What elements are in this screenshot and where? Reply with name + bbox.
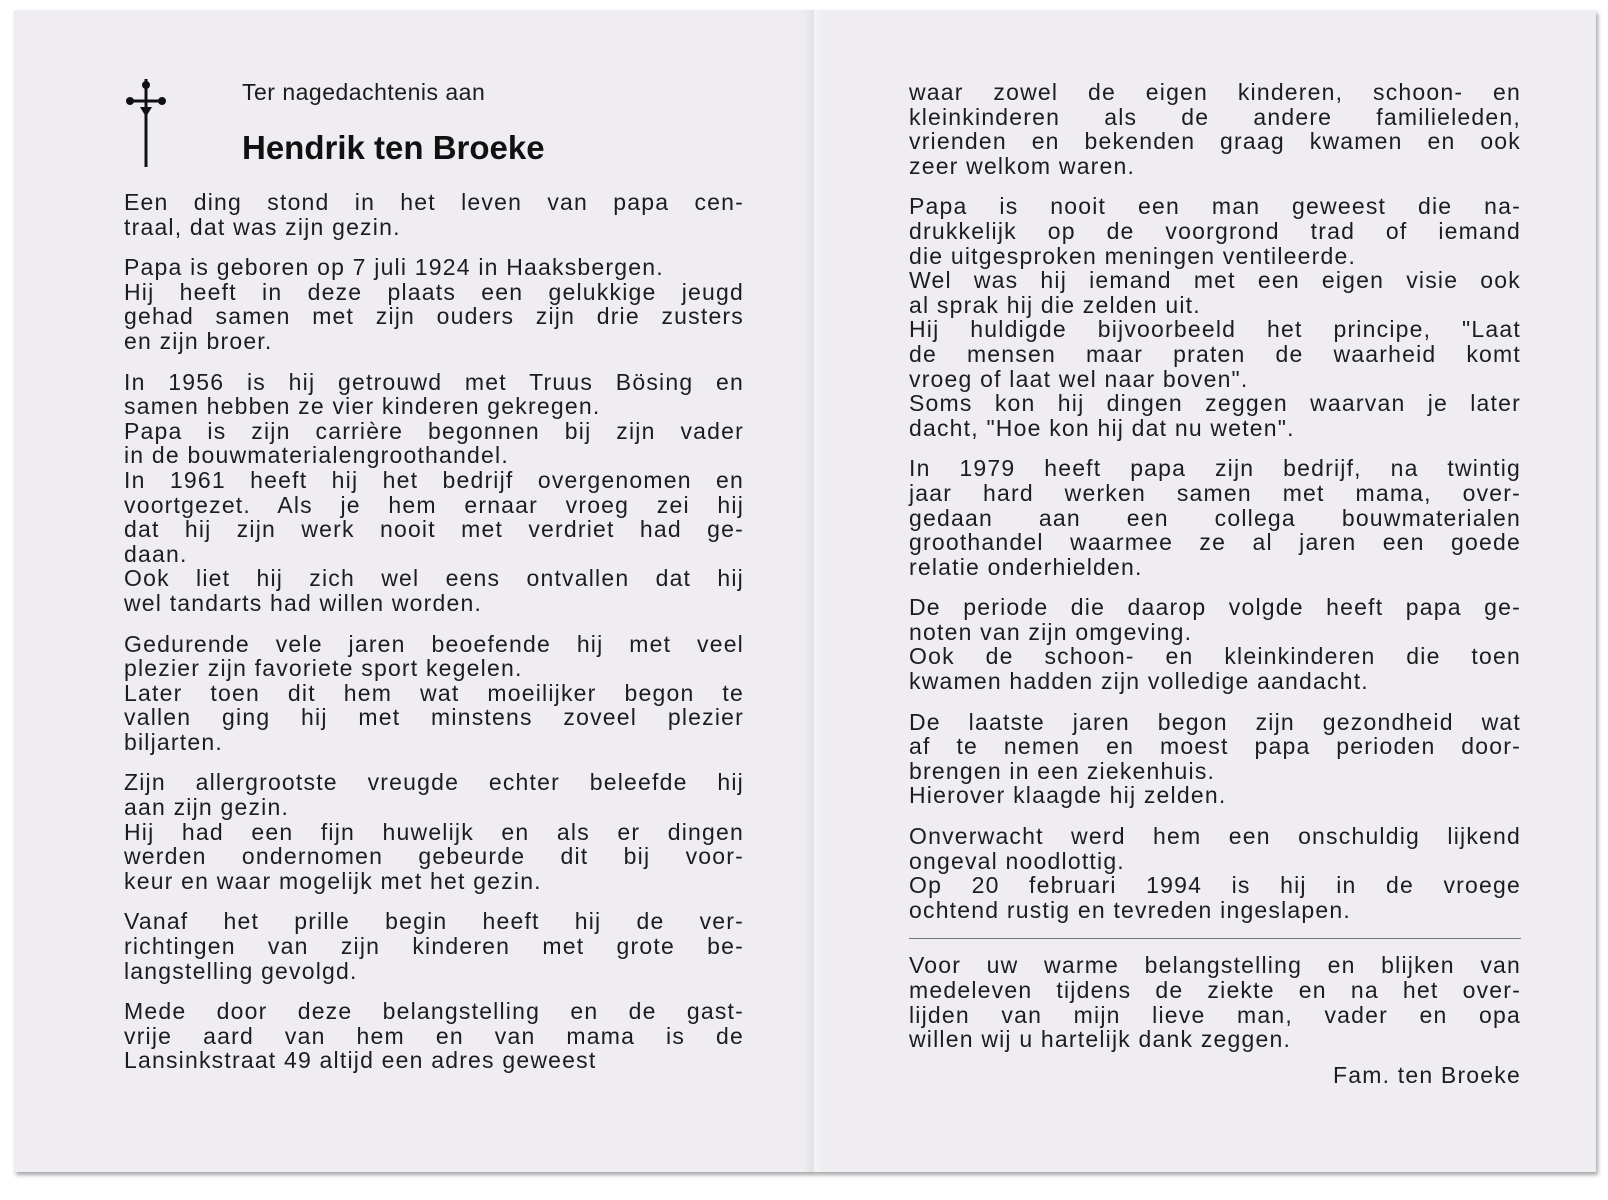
text-line: vrienden en bekenden graag kwamen en ook (909, 128, 1521, 155)
paragraph-gap (124, 893, 744, 909)
card-fold (804, 10, 824, 1172)
text-line: ochtend rustig en tevreden ingeslapen. (909, 896, 1351, 923)
text-line: dacht, "Hoe kon hij dat nu weten". (909, 414, 1295, 441)
text-line: Papa is geboren op 7 juli 1924 in Haaksbergen. (124, 254, 664, 281)
text-line: keur en waar mogelijk met het gezin. (124, 867, 542, 894)
text-line: Gedurende vele jaren beoefende hij met veel (124, 630, 744, 657)
paragraph-gap (909, 694, 1521, 710)
text-line: Hij heeft in deze plaats een gelukkige jeugd (124, 278, 744, 305)
text-line: Op 20 februari 1994 is hij in de vroege (909, 872, 1521, 899)
text-line: drukkelijk op de voorgrond trad of iemand (909, 217, 1521, 244)
text-line: samen hebben ze vier kinderen gekregen. (124, 393, 601, 420)
text-line: relatie onderhielden. (909, 553, 1143, 580)
text-line: voortgezet. Als je hem ernaar vroeg zei hij (124, 491, 744, 518)
text-line: in de bouwmaterialengroothandel. (124, 442, 509, 469)
left-page (124, 65, 744, 1073)
thanks-text (909, 953, 1521, 1051)
text-line: Onverwacht werd hem een onschuldig lijkend (909, 823, 1521, 850)
left-body-text (124, 190, 744, 1073)
text-line: dat hij zijn werk nooit met verdriet had ge- (124, 516, 744, 543)
text-line: vroeg of laat wel naar boven". (909, 365, 1249, 392)
paragraph-gap (124, 239, 744, 255)
text-line: jaar hard werken samen met mama, over- (909, 479, 1521, 506)
paragraph (124, 255, 744, 353)
right-page (909, 80, 1521, 1089)
paragraph-gap (124, 983, 744, 999)
text-line: werden ondernomen gebeurde dit bij voor- (124, 843, 744, 870)
text-line: Voor uw warme belangstelling en blijken van (909, 952, 1521, 979)
text-line: brengen in een ziekenhuis. (909, 757, 1216, 784)
text-line: Ook de schoon- en kleinkinderen die toen (909, 643, 1521, 670)
signature: Fam. ten Broeke (1332, 1061, 1521, 1088)
text-line: gehad samen met zijn ouders zijn drie zusters (124, 303, 744, 330)
text-line: waar zowel de eigen kinderen, schoon- en (909, 79, 1521, 105)
paragraph (124, 190, 744, 239)
paragraph-gap (909, 440, 1521, 456)
text-line: Papa is zijn carrière begonnen bij zijn vader (124, 417, 744, 444)
text-line: groothandel waarmee ze al jaren een goede (909, 529, 1521, 556)
text-line: de mensen maar praten de waarheid komt (909, 340, 1521, 367)
text-line: vallen ging hij met minstens zoveel plezier (124, 704, 744, 731)
paragraph (909, 595, 1521, 693)
paragraph (124, 909, 744, 983)
text-line: Wel was hij iemand met een eigen visie ook (909, 267, 1521, 294)
text-line: De laatste jaren begon zijn gezondheid wat (909, 708, 1521, 735)
text-line: kleinkinderen als de andere familieleden, (909, 103, 1521, 130)
text-line: langstelling gevolgd. (124, 957, 358, 984)
paragraph-gap (909, 808, 1521, 824)
text-line: wel tandarts had willen worden. (124, 589, 483, 616)
text-line: willen wij u hartelijk dank zeggen. (909, 1026, 1292, 1053)
paragraph (124, 999, 744, 1073)
paragraph-gap (124, 354, 744, 370)
paragraph-gap (124, 754, 744, 770)
text-line: al sprak hij die zelden uit. (909, 291, 1201, 318)
text-line: af te nemen en moest papa perioden door- (909, 733, 1521, 760)
separator-line (909, 938, 1521, 939)
text-line: traal, dat was zijn gezin. (124, 213, 401, 240)
text-line: In 1956 is hij getrouwd met Truus Bösing en (124, 368, 744, 395)
text-line: Hij huldigde bijvoorbeeld het principe, "Laat (909, 316, 1521, 343)
pretitle: Ter nagedachtenis aan (242, 79, 486, 105)
text-line: zeer welkom waren. (909, 152, 1136, 179)
paragraph (909, 456, 1521, 579)
text-line: Hierover klaagde hij zelden. (909, 782, 1227, 809)
text-line: lijden van mijn lieve man, vader en opa (909, 1001, 1521, 1028)
text-line: In 1979 heeft papa zijn bedrijf, na twintig (909, 455, 1521, 482)
text-line: kwamen hadden zijn volledige aandacht. (909, 668, 1369, 695)
text-line: Hij had een fijn huwelijk en als er dingen (124, 818, 744, 845)
deceased-name: Hendrik ten Broeke (242, 129, 545, 166)
text-line: noten van zijn omgeving. (909, 618, 1193, 645)
text-line: In 1961 heeft hij het bedrijf overgenomen en (124, 466, 744, 493)
text-line: medeleven tijdens de ziekte en na het over- (909, 977, 1521, 1003)
cross-icon (124, 77, 168, 169)
paragraph (909, 953, 1521, 1051)
text-line: biljarten. (124, 728, 223, 755)
text-line: plezier zijn favoriete sport kegelen. (124, 655, 523, 682)
paragraph (124, 770, 744, 893)
paragraph-gap (124, 616, 744, 632)
text-line: en zijn broer. (124, 327, 273, 354)
paragraph (124, 370, 744, 616)
card-header (124, 65, 744, 190)
text-line: aan zijn gezin. (124, 794, 290, 821)
text-line: Later toen dit hem wat moeilijker begon te (124, 679, 744, 706)
text-line: gedaan aan een collega bouwmaterialen (909, 504, 1521, 531)
text-line: vrije aard van hem en van mama is de (124, 1022, 744, 1049)
text-line: ongeval noodlottig. (909, 847, 1125, 874)
text-line: Vanaf het prille begin heeft hij de ver- (124, 908, 744, 935)
text-line: Ook liet hij zich wel eens ontvallen dat hij (124, 565, 744, 592)
text-line: richtingen van zijn kinderen met grote be- (124, 933, 744, 960)
paragraph (909, 710, 1521, 808)
text-line: Zijn allergrootste vreugde echter beleefde hij (124, 769, 744, 796)
text-line: Soms kon hij dingen zeggen waarvan je later (909, 390, 1521, 417)
text-line: De periode die daarop volgde heeft papa ge- (909, 594, 1521, 621)
right-body-text (909, 80, 1521, 922)
paragraph-gap (909, 178, 1521, 194)
paragraph (909, 80, 1521, 178)
paragraph-gap (909, 579, 1521, 595)
memorial-card (14, 10, 1596, 1172)
paragraph (124, 632, 744, 755)
text-line: daan. (124, 540, 188, 567)
text-line: Een ding stond in het leven van papa cen- (124, 189, 744, 215)
text-line: Lansinkstraat 49 altijd een adres geweest (124, 1047, 597, 1074)
text-line: Papa is nooit een man geweest die na- (909, 193, 1521, 220)
paragraph (909, 194, 1521, 440)
paragraph (909, 824, 1521, 922)
text-line: die uitgesproken meningen ventileerde. (909, 242, 1357, 269)
text-line: Mede door deze belangstelling en de gast- (124, 998, 744, 1025)
